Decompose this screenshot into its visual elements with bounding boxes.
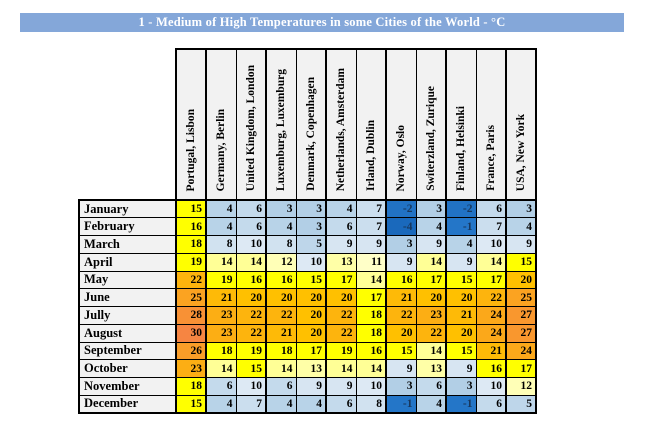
temperature-cell: 15 <box>176 200 206 218</box>
temperature-cell: 4 <box>446 236 476 254</box>
table-row <box>79 395 536 413</box>
temperature-cell: 15 <box>506 253 536 271</box>
temperature-cell: 23 <box>206 307 236 325</box>
temperature-cell: 5 <box>506 395 536 413</box>
column-header <box>386 49 416 200</box>
temperature-cell: 6 <box>326 218 356 236</box>
temperature-cell: 20 <box>326 289 356 307</box>
column-header-label: United Kingdom, London <box>244 64 257 191</box>
temperature-cell: 20 <box>296 307 326 325</box>
column-header <box>476 49 506 200</box>
temperature-cell: 5 <box>296 236 326 254</box>
temperature-cell: 7 <box>476 218 506 236</box>
temperature-cell: 16 <box>386 271 416 289</box>
temperature-cell: 3 <box>386 236 416 254</box>
temperature-cell: 7 <box>356 218 386 236</box>
temperature-table-body <box>79 49 536 413</box>
table-title: 1 - Medium of High Temperatures in some Cities of the World - °C <box>138 15 506 29</box>
column-header-label: Norway, Oslo <box>395 124 408 191</box>
row-label-month: January <box>79 200 176 218</box>
temperature-cell: 20 <box>236 289 266 307</box>
temperature-cell: 30 <box>176 324 206 342</box>
temperature-cell: 14 <box>356 360 386 378</box>
temperature-cell: 14 <box>206 253 236 271</box>
temperature-cell: 23 <box>416 307 446 325</box>
column-header-label: Denmark, Copenhagen <box>304 77 317 191</box>
temperature-cell: 18 <box>356 324 386 342</box>
temperature-cell: 15 <box>236 360 266 378</box>
temperature-cell: 17 <box>296 342 326 360</box>
temperature-cell: 13 <box>296 360 326 378</box>
table-row <box>79 324 536 342</box>
temperature-cell: 22 <box>176 271 206 289</box>
temperature-cell: 4 <box>266 218 296 236</box>
temperature-cell: 20 <box>446 324 476 342</box>
temperature-cell: 9 <box>446 253 476 271</box>
temperature-cell: 19 <box>176 253 206 271</box>
temperature-cell: 20 <box>386 324 416 342</box>
temperature-cell: 4 <box>296 395 326 413</box>
temperature-cell: 10 <box>296 253 326 271</box>
row-label-month: April <box>79 253 176 271</box>
temperature-cell: 20 <box>296 324 326 342</box>
temperature-cell: 16 <box>356 342 386 360</box>
temperature-cell: 21 <box>476 342 506 360</box>
temperature-cell: 14 <box>206 360 236 378</box>
temperature-cell: 9 <box>416 236 446 254</box>
temperature-cell: -2 <box>386 200 416 218</box>
temperature-cell: 25 <box>176 289 206 307</box>
temperature-cell: 6 <box>206 378 236 396</box>
temperature-cell: 22 <box>476 289 506 307</box>
temperature-cell: -1 <box>446 395 476 413</box>
column-header <box>296 49 326 200</box>
temperature-cell: 7 <box>236 395 266 413</box>
table-title-bar <box>20 13 624 32</box>
temperature-cell: 6 <box>416 378 446 396</box>
temperature-cell: 6 <box>236 218 266 236</box>
temperature-cell: 22 <box>236 307 266 325</box>
temperature-cell: -1 <box>386 395 416 413</box>
temperature-cell: 16 <box>476 360 506 378</box>
table-row <box>79 253 536 271</box>
temperature-cell: 16 <box>176 218 206 236</box>
temperature-cell: 15 <box>176 395 206 413</box>
temperature-cell: 4 <box>206 200 236 218</box>
temperature-cell: 17 <box>326 271 356 289</box>
table-row <box>79 360 536 378</box>
temperature-cell: 17 <box>356 289 386 307</box>
column-header <box>356 49 386 200</box>
temperature-cell: 20 <box>266 289 296 307</box>
temperature-cell: 6 <box>476 395 506 413</box>
temperature-cell: 15 <box>446 271 476 289</box>
temperature-cell: 13 <box>326 253 356 271</box>
temperature-cell: 4 <box>416 395 446 413</box>
temperature-cell: 22 <box>416 324 446 342</box>
temperature-cell: 4 <box>326 200 356 218</box>
temperature-cell: 18 <box>266 342 296 360</box>
temperature-cell: 24 <box>476 307 506 325</box>
temperature-cell: 3 <box>266 200 296 218</box>
column-header <box>176 49 206 200</box>
table-row <box>79 378 536 396</box>
temperature-cell: 3 <box>296 218 326 236</box>
temperature-cell: 10 <box>236 236 266 254</box>
column-header <box>266 49 296 200</box>
table-row <box>79 342 536 360</box>
temperature-cell: -4 <box>386 218 416 236</box>
temperature-cell: 26 <box>176 342 206 360</box>
temperature-cell: 19 <box>206 271 236 289</box>
row-label-month: Jully <box>79 307 176 325</box>
temperature-cell: 11 <box>356 253 386 271</box>
row-label-month: December <box>79 395 176 413</box>
temperature-cell: 3 <box>296 200 326 218</box>
column-header-label: Luxemburg, Luxemburg <box>275 68 288 191</box>
temperature-cell: 9 <box>296 378 326 396</box>
temperature-cell: 15 <box>386 342 416 360</box>
temperature-cell: 18 <box>176 378 206 396</box>
temperature-cell: 24 <box>476 324 506 342</box>
temperature-cell: 9 <box>506 236 536 254</box>
temperature-cell: 20 <box>296 289 326 307</box>
temperature-cell: 9 <box>356 236 386 254</box>
column-header <box>206 49 236 200</box>
temperature-cell: 20 <box>446 289 476 307</box>
temperature-cell: 21 <box>386 289 416 307</box>
temperature-cell: 19 <box>326 342 356 360</box>
row-label-month: August <box>79 324 176 342</box>
temperature-cell: 6 <box>326 395 356 413</box>
temperature-cell: 14 <box>326 360 356 378</box>
temperature-cell: 9 <box>446 360 476 378</box>
temperature-cell: 9 <box>386 360 416 378</box>
temperature-cell: 14 <box>476 253 506 271</box>
temperature-cell: 9 <box>326 236 356 254</box>
temperature-cell: 24 <box>506 342 536 360</box>
temperature-cell: 22 <box>236 324 266 342</box>
temperature-cell: 14 <box>266 360 296 378</box>
temperature-cell: 23 <box>176 360 206 378</box>
temperature-cell: 17 <box>416 271 446 289</box>
temperature-cell: 15 <box>296 271 326 289</box>
table-row <box>79 289 536 307</box>
column-header-label: France, Paris <box>484 125 497 191</box>
temperature-cell: 16 <box>236 271 266 289</box>
temperature-cell: 14 <box>236 253 266 271</box>
temperature-cell: 15 <box>446 342 476 360</box>
temperature-cell: 14 <box>416 253 446 271</box>
temperature-cell: 8 <box>356 395 386 413</box>
row-label-month: May <box>79 271 176 289</box>
temperature-cell: 19 <box>236 342 266 360</box>
table-row <box>79 200 536 218</box>
column-header <box>326 49 356 200</box>
temperature-cell: 21 <box>446 307 476 325</box>
temperature-cell: 6 <box>476 200 506 218</box>
temperature-cell: -1 <box>446 218 476 236</box>
temperature-cell: 25 <box>506 289 536 307</box>
row-label-month: September <box>79 342 176 360</box>
temperature-cell: 4 <box>206 395 236 413</box>
temperature-cell: 10 <box>236 378 266 396</box>
temperature-cell: 3 <box>446 378 476 396</box>
temperature-cell: 13 <box>416 360 446 378</box>
temperature-cell: 21 <box>206 289 236 307</box>
table-row <box>79 218 536 236</box>
temperature-cell: 21 <box>266 324 296 342</box>
temperature-cell: 20 <box>506 271 536 289</box>
column-header <box>506 49 536 200</box>
table-row <box>79 307 536 325</box>
temperature-cell: 18 <box>206 342 236 360</box>
table-row <box>79 271 536 289</box>
table-corner <box>79 49 176 200</box>
temperature-cell: 22 <box>326 307 356 325</box>
temperature-cell: 9 <box>326 378 356 396</box>
temperature-cell: 14 <box>416 342 446 360</box>
temperature-cell: 17 <box>476 271 506 289</box>
row-label-month: November <box>79 378 176 396</box>
temperature-cell: 8 <box>206 236 236 254</box>
temperature-cell: 22 <box>266 307 296 325</box>
temperature-cell: 4 <box>206 218 236 236</box>
column-header-label: Irland, Dublin <box>364 120 377 191</box>
temperature-cell: 20 <box>416 289 446 307</box>
temperature-cell: 3 <box>416 200 446 218</box>
row-label-month: June <box>79 289 176 307</box>
temperature-cell: 4 <box>506 218 536 236</box>
header-row <box>79 49 536 200</box>
column-header-label: Germany, Berlin <box>215 108 228 191</box>
temperature-cell: 3 <box>386 378 416 396</box>
temperature-cell: 12 <box>266 253 296 271</box>
temperature-cell: 27 <box>506 307 536 325</box>
column-header-label: Finland, Helsinki <box>455 105 468 191</box>
temperature-cell: -2 <box>446 200 476 218</box>
temperature-cell: 27 <box>506 324 536 342</box>
column-header-label: USA, New York <box>515 113 527 191</box>
temperature-cell: 3 <box>506 200 536 218</box>
temperature-cell: 14 <box>356 271 386 289</box>
row-label-month: October <box>79 360 176 378</box>
temperature-cell: 4 <box>416 218 446 236</box>
temperature-cell: 12 <box>506 378 536 396</box>
temperature-cell: 18 <box>356 307 386 325</box>
temperature-table <box>78 48 537 414</box>
temperature-cell: 9 <box>386 253 416 271</box>
column-header <box>446 49 476 200</box>
temperature-cell: 18 <box>176 236 206 254</box>
temperature-cell: 8 <box>266 236 296 254</box>
temperature-cell: 10 <box>356 378 386 396</box>
temperature-cell: 16 <box>266 271 296 289</box>
column-header <box>416 49 446 200</box>
temperature-cell: 6 <box>236 200 266 218</box>
table-row <box>79 236 536 254</box>
column-header <box>236 49 266 200</box>
temperature-cell: 23 <box>206 324 236 342</box>
temperature-cell: 22 <box>326 324 356 342</box>
temperature-cell: 22 <box>386 307 416 325</box>
column-header-label: Netherlands, Amsterdam <box>335 67 348 191</box>
column-header-label: Switerzland, Zurique <box>424 86 437 191</box>
row-label-month: February <box>79 218 176 236</box>
temperature-cell: 4 <box>266 395 296 413</box>
temperature-cell: 10 <box>476 378 506 396</box>
column-header-label: Portugal, Lisbon <box>185 108 197 191</box>
row-label-month: March <box>79 236 176 254</box>
temperature-cell: 28 <box>176 307 206 325</box>
temperature-cell: 10 <box>476 236 506 254</box>
temperature-cell: 6 <box>266 378 296 396</box>
temperature-cell: 7 <box>356 200 386 218</box>
temperature-cell: 17 <box>506 360 536 378</box>
